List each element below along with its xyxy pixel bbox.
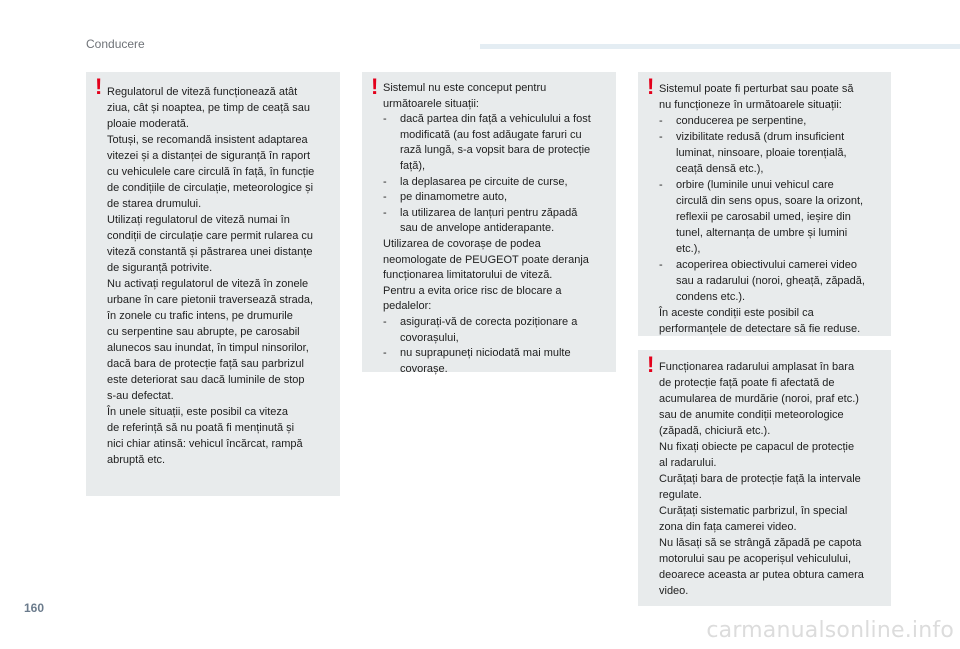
list-item xyxy=(383,175,591,191)
text-line: - la utilizarea de lanțuri pentru zăpadă xyxy=(400,206,578,219)
list-item xyxy=(383,190,591,206)
text-line: covorașe. xyxy=(400,362,448,375)
text-line: deoarece aceasta ar putea obtura camera xyxy=(659,569,864,581)
text-line: sau de anvelope antiderapante. xyxy=(400,222,555,235)
text-line: zona din fața camerei video. xyxy=(659,521,797,533)
text-line: sau a radarului (noroi, gheață, zăpadă, xyxy=(676,275,865,287)
text-line: Nu activați regulatorul de viteză în zonele xyxy=(107,278,309,290)
list-item xyxy=(383,112,591,174)
text-line: - orbire (luminile unui vehicul care xyxy=(676,179,834,191)
text-line: de referință să nu poată fi menținută și xyxy=(107,422,295,434)
text-line: condiții de circulație care permit rularea cu xyxy=(107,230,314,242)
text-line: - vizibilitate redusă (drum insuficient xyxy=(676,131,845,143)
text-line: alunecos sau inundat, în timpul ninsorilor, xyxy=(107,342,309,354)
text-line: este deteriorat sau dacă luminile de stop xyxy=(107,374,305,386)
warning-box-system-limits xyxy=(362,72,616,375)
list-item xyxy=(659,113,865,129)
warning-text xyxy=(659,81,865,337)
text-line: pedalelor: xyxy=(383,300,432,313)
text-line: față), xyxy=(400,159,426,172)
page-number: 160 xyxy=(24,601,45,615)
text-line: Regulatorul de viteză funcționează atât xyxy=(107,86,298,98)
text-line: Pentru a evita orice risc de blocare a xyxy=(383,284,562,297)
text-line: în zonele cu trafic intens, pe drumurile xyxy=(107,310,293,322)
text-line: Utilizați regulatorul de viteză numai în xyxy=(107,214,290,226)
header-bar xyxy=(480,44,960,49)
text-line: rază lungă, s-a vopsit bara de protecție xyxy=(400,144,591,157)
text-line: În unele situații, este posibil ca viteza xyxy=(107,406,288,418)
text-line: - acoperirea obiectivului camerei video xyxy=(676,259,857,271)
text-line: de starea drumului. xyxy=(107,198,202,210)
text-line: modificată (au fost adăugate faruri cu xyxy=(400,128,582,141)
text-line: luminat, ninsoare, ploaie torențială, xyxy=(676,147,847,159)
text-line: Curățați sistematic parbrizul, în special xyxy=(659,505,848,517)
text-line: covorașului, xyxy=(400,331,459,344)
text-line: s-au defectat. xyxy=(107,390,174,402)
text-line: de condițiile de circulație, meteorologice și xyxy=(107,182,314,194)
text-line: cu serpentine sau abrupte, pe carosabil xyxy=(107,326,300,338)
text-line: ziua, cât și noaptea, pe timp de ceață sau xyxy=(107,102,311,114)
text-line: (zăpadă, chiciură etc.). xyxy=(659,425,771,437)
text-line: dacă bara de protecție față sau parbrizul xyxy=(107,358,304,370)
text-line: motorului sau pe acoperișul vehiculului, xyxy=(659,553,851,565)
text-line: următoarele situații: xyxy=(383,97,479,110)
text-line: condens etc.). xyxy=(676,291,746,303)
list-item xyxy=(659,177,865,257)
list-item xyxy=(659,257,865,305)
warning-box-radar xyxy=(638,350,891,606)
text-line: funcționarea limitatorului de viteză. xyxy=(383,269,553,282)
list-item xyxy=(659,129,865,177)
text-line: tunel, alternanța de umbre și lumini xyxy=(676,227,848,239)
text-line: al radarului. xyxy=(659,457,717,469)
text-line: regulate. xyxy=(659,489,702,501)
text-line: nici chiar atinsă: vehicul încărcat, rampă xyxy=(107,438,303,450)
section-title: Conducere xyxy=(86,37,145,51)
text-line: În aceste condiții este posibil ca xyxy=(659,307,814,319)
text-line: - conducerea pe serpentine, xyxy=(676,115,807,127)
warning-icon: ! xyxy=(371,74,379,99)
list-item xyxy=(383,315,591,346)
text-line: cu vehiculele care circulă în față, în funcție xyxy=(107,166,315,178)
warning-icon: ! xyxy=(95,74,103,99)
text-line: - dacă partea din față a vehiculului a fost xyxy=(400,113,591,126)
text-line: - pe dinamometre auto, xyxy=(400,191,508,204)
warning-icon: ! xyxy=(647,352,655,377)
text-line: ceață densă etc.), xyxy=(676,163,764,175)
text-line: - nu suprapuneți niciodată mai multe xyxy=(400,347,571,360)
text-line: vitezei și a distanței de siguranță în raport xyxy=(107,150,311,162)
text-line: de siguranță potrivite. xyxy=(107,262,213,274)
watermark: carmanualsonline.info xyxy=(706,618,954,643)
text-line: Curățați bara de protecție față la intervale xyxy=(659,473,861,485)
text-line: nu funcționeze în următoarele situații: xyxy=(659,99,842,111)
text-line: Sistemul nu este conceput pentru xyxy=(383,82,547,94)
text-line: performanțele de detectare să fie reduse. xyxy=(659,323,861,335)
text-line: viteză constantă și păstrarea unei distanțe xyxy=(107,246,313,258)
text-line: Utilizarea de covorașe de podea xyxy=(383,237,541,250)
text-line: urbane în care pietonii traversează strada, xyxy=(107,294,314,306)
text-line: - la deplasarea pe circuite de curse, xyxy=(400,175,568,188)
warning-text xyxy=(383,81,591,377)
warning-text xyxy=(107,84,314,468)
text-line: Funcționarea radarului amplasat în bara xyxy=(659,361,855,373)
list-item xyxy=(383,346,591,377)
text-line: sau de anumite condiții meteorologice xyxy=(659,409,844,421)
text-line: de protecție față poate fi afectată de xyxy=(659,377,835,389)
list-item xyxy=(383,206,591,237)
text-line: Sistemul poate fi perturbat sau poate să xyxy=(659,83,854,95)
text-line: reflexii pe carosabil umed, ieșire din xyxy=(676,211,851,223)
text-line: - asigurați-vă de corecta poziționare a xyxy=(400,315,578,328)
warning-icon: ! xyxy=(647,74,655,99)
text-line: acumularea de murdărie (noroi, praf etc.) xyxy=(659,393,859,405)
text-line: ploaie moderată. xyxy=(107,118,189,130)
text-line: Nu fixați obiecte pe capacul de protecție xyxy=(659,441,855,453)
text-line: etc.), xyxy=(676,243,701,255)
text-line: video. xyxy=(659,585,689,597)
warning-text xyxy=(659,359,864,599)
text-line: abruptă etc. xyxy=(107,454,166,466)
text-line: circulă din sens opus, soare la orizont, xyxy=(676,195,864,207)
warning-box-perturbation xyxy=(638,72,891,336)
text-line: neomologate de PEUGEOT poate deranja xyxy=(383,253,589,266)
text-line: Totuși, se recomandă insistent adaptarea xyxy=(107,134,308,146)
warning-box-cruise-control xyxy=(86,72,340,496)
text-line: Nu lăsați să se strângă zăpadă pe capota xyxy=(659,537,862,549)
